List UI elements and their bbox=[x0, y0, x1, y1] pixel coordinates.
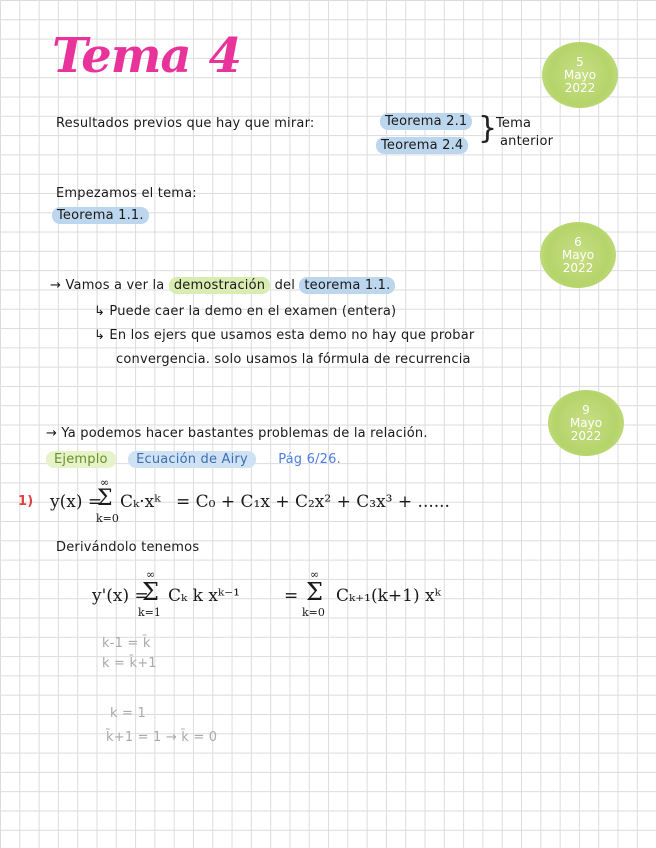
prev-teorema-b bbox=[376, 138, 468, 153]
series-bottom: k=0 bbox=[96, 512, 119, 525]
deriv-eq: = bbox=[284, 586, 299, 606]
deriv-lhs: y'(x) = bbox=[92, 586, 149, 606]
date-stamp bbox=[540, 222, 616, 288]
stamp-year: 2022 bbox=[570, 428, 602, 443]
teorema-tag: teorema 1.1. bbox=[299, 277, 395, 294]
stamp-year: 2022 bbox=[562, 260, 594, 275]
substitution-note: k = 1 bbox=[110, 706, 146, 721]
item-number: 1) bbox=[18, 494, 34, 509]
stamp-month: Mayo bbox=[563, 67, 597, 82]
prev-teorema-a bbox=[380, 114, 472, 129]
stamp-month: Mayo bbox=[561, 247, 595, 262]
date-stamp bbox=[542, 42, 618, 108]
deriv-top: ∞ bbox=[146, 568, 156, 581]
deriv-label: Derivándolo tenemos bbox=[56, 540, 200, 555]
start-teorema bbox=[52, 208, 149, 223]
series-top: ∞ bbox=[100, 476, 110, 489]
teorema-tag: Teorema 2.4 bbox=[376, 137, 468, 154]
teorema-tag: Teorema 2.1 bbox=[380, 113, 472, 130]
problems-line: → Ya podemos hacer bastantes problemas de la relación. bbox=[46, 426, 428, 441]
demo-highlight: demostración bbox=[169, 277, 270, 294]
demo-line2: ↳ Puede caer la demo en el examen (entera) bbox=[94, 304, 397, 319]
brace-icon: } bbox=[478, 111, 498, 146]
ecuacion-tag: Ecuación de Airy bbox=[128, 451, 256, 468]
sum-icon: Σ bbox=[142, 578, 159, 606]
stamp-month: Mayo bbox=[569, 415, 603, 430]
teorema-tag: Teorema 1.1. bbox=[52, 207, 149, 224]
deriv-top2: ∞ bbox=[310, 568, 320, 581]
stamp-day: 9 bbox=[582, 402, 590, 417]
prev-results-label: Resultados previos que hay que mirar: bbox=[56, 116, 315, 131]
start-label: Empezamos el tema: bbox=[56, 186, 197, 201]
page-title bbox=[52, 28, 241, 84]
title-number: 4 bbox=[208, 28, 242, 84]
demo-text: del bbox=[274, 278, 296, 293]
substitution-note: k-1 = k̄ bbox=[102, 636, 151, 651]
series-lhs: y(x) = bbox=[50, 492, 103, 512]
series-expansion: = C₀ + C₁x + C₂x² + C₃x³ + ...... bbox=[176, 492, 450, 512]
deriv-term: Cₖ k xᵏ⁻¹ bbox=[168, 586, 240, 606]
title-main: Tema bbox=[52, 28, 191, 84]
series-term: Cₖ·xᵏ bbox=[120, 492, 161, 512]
sum-icon: Σ bbox=[306, 578, 323, 606]
substitution-note: k̄+1 = 1 → k̄ = 0 bbox=[106, 730, 218, 745]
prev-note-line2: anterior bbox=[500, 134, 554, 149]
demo-line1 bbox=[50, 278, 395, 293]
deriv-bottom: k=1 bbox=[138, 606, 161, 619]
stamp-day: 6 bbox=[574, 234, 582, 249]
stamp-day: 5 bbox=[576, 54, 584, 69]
sum-icon: Σ bbox=[97, 486, 113, 511]
demo-line4: convergencia. solo usamos la fórmula de recurrencia bbox=[116, 352, 471, 367]
ejemplo-tag: Ejemplo bbox=[46, 451, 116, 468]
demo-line3: ↳ En los ejers que usamos esta demo no hay que probar bbox=[94, 328, 475, 343]
substitution-note: k = k̄+1 bbox=[102, 656, 157, 671]
deriv-bottom2: k=0 bbox=[302, 606, 325, 619]
problems-tags bbox=[46, 452, 341, 467]
date-stamp bbox=[548, 390, 624, 456]
page-ref: Pág 6/26. bbox=[278, 452, 341, 467]
deriv-term2: Cₖ₊₁(k+1) xᵏ bbox=[336, 586, 441, 606]
demo-text: Vamos a ver la bbox=[65, 278, 165, 293]
stamp-year: 2022 bbox=[564, 80, 596, 95]
arrow-icon: → bbox=[50, 278, 62, 293]
prev-note-line1: Tema bbox=[496, 116, 532, 131]
